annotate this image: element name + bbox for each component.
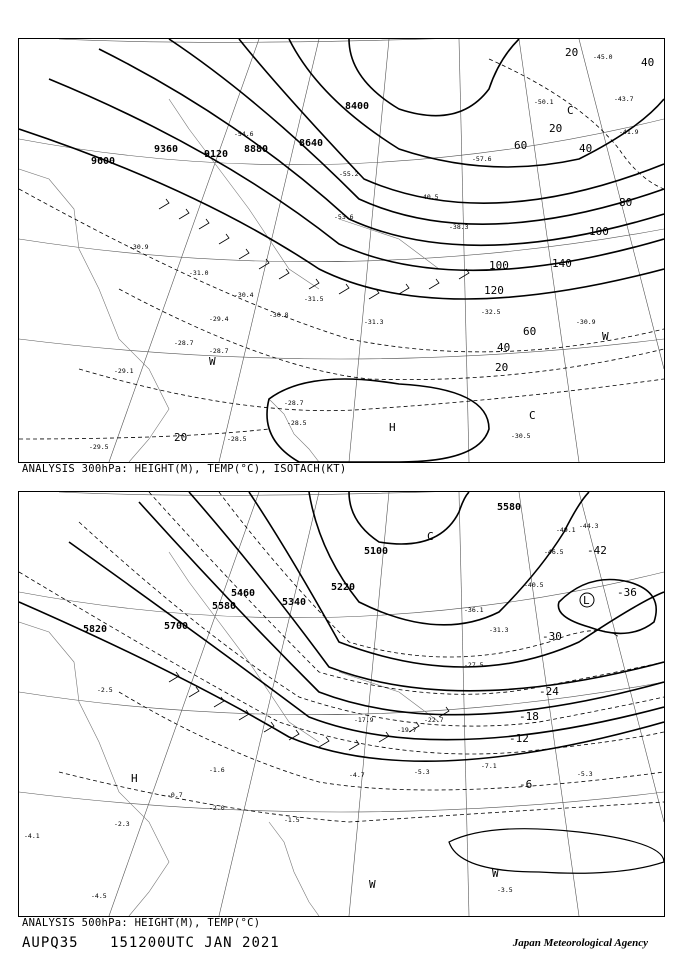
height-label: 5580	[212, 601, 237, 612]
temp-value: -4.5	[91, 892, 107, 900]
temp-value: -0.7	[167, 791, 183, 799]
height-label: 8880	[244, 144, 269, 155]
temp-value: -30.9	[576, 318, 596, 326]
height-label: 5700	[164, 621, 189, 632]
temp-value: -44.3	[579, 522, 599, 530]
wind-barbs	[159, 199, 469, 299]
height-label: 5820	[83, 624, 108, 635]
temp-value: -19.7	[397, 726, 417, 734]
temp-value: -31.0	[189, 269, 209, 277]
temp-value: -17.9	[354, 716, 374, 724]
map-500hpa-canvas	[19, 492, 664, 916]
temp-value: -1.6	[209, 766, 225, 774]
temp-value: -40.5	[419, 193, 439, 201]
map-300hpa-canvas	[19, 39, 664, 462]
cold-center-symbol: C	[427, 530, 434, 543]
height-label: 8640	[299, 138, 324, 149]
panel-caption-500hpa: ANALYSIS 500hPa: HEIGHT(M), TEMP(°C)	[22, 917, 261, 929]
isotherm-label: -30	[542, 630, 562, 643]
high-center-symbol: H	[131, 772, 138, 785]
isotherm-label: -24	[539, 685, 559, 698]
isotach-label: 100	[489, 259, 509, 272]
temp-value: -3.5	[497, 886, 513, 894]
temp-value: -55.2	[339, 170, 359, 178]
temp-value: -54.6	[234, 130, 254, 138]
high-center-symbol: H	[389, 421, 396, 434]
temp-value: -29.4	[209, 315, 229, 323]
height-label: 5580	[497, 502, 522, 513]
coastline-taiwan	[269, 822, 319, 916]
temperature-values	[89, 53, 639, 451]
isotherm-label: -6	[519, 778, 533, 791]
temp-value: -40.5	[524, 581, 544, 589]
coastline-taiwan	[269, 399, 319, 462]
height-label: 9360	[154, 144, 179, 155]
temp-value: -41.9	[619, 128, 639, 136]
isotherm-label: -36	[617, 586, 637, 599]
warm-pool-contour	[449, 829, 664, 874]
isotach-label: 20	[549, 122, 563, 135]
isotach-label: 80	[619, 196, 633, 209]
coastline-asia	[19, 622, 169, 916]
warm-center-symbol: W	[369, 878, 376, 891]
isotach-label: 40	[641, 56, 655, 69]
chart-identifier	[22, 935, 302, 951]
temp-value: -4.1	[24, 832, 40, 840]
temp-value: -28.7	[174, 339, 194, 347]
height-label: 8400	[345, 101, 370, 112]
isotach-label: 20	[495, 361, 509, 374]
temp-value: -32.5	[481, 308, 501, 316]
height-labels	[83, 502, 521, 635]
height-contour	[349, 39, 519, 116]
latitude-line	[19, 119, 664, 165]
height-contour	[349, 492, 469, 544]
chart-code: AUPQ35	[22, 935, 79, 951]
latitude-line	[19, 792, 664, 812]
height-contour	[69, 542, 664, 740]
height-label: 5340	[282, 597, 307, 608]
temp-value: -28.7	[284, 399, 304, 407]
temp-value: -5.3	[414, 768, 430, 776]
temp-value: -50.1	[534, 98, 554, 106]
temp-value: -31.5	[304, 295, 324, 303]
map-panel-300hpa	[18, 38, 665, 463]
temp-value: -2.5	[97, 686, 113, 694]
temp-value: -22.7	[424, 716, 444, 724]
temp-value: -31.3	[489, 626, 509, 634]
temp-value: -5.3	[577, 770, 593, 778]
height-labels	[91, 101, 369, 167]
height-label: 5460	[231, 588, 256, 599]
latitude-line	[59, 39, 664, 42]
cold-center-symbol: C	[567, 104, 574, 117]
isotach-label: 60	[514, 139, 528, 152]
coastline	[19, 99, 439, 462]
isotach-label: 40	[497, 341, 511, 354]
temp-value: -1.5	[284, 816, 300, 824]
height-label: 5220	[331, 582, 356, 593]
temp-value: -29.1	[114, 367, 134, 375]
temp-value: -27.5	[464, 661, 484, 669]
temp-value: -2.3	[114, 820, 130, 828]
temp-value: -28.5	[287, 419, 307, 427]
isotach-label: 60	[523, 325, 537, 338]
agency-credit: Japan Meteorological Agency	[512, 937, 648, 949]
temp-value: -38.3	[449, 223, 469, 231]
temp-value: -30.8	[269, 311, 289, 319]
temp-value: -2.0	[209, 804, 225, 812]
height-label: 5100	[364, 546, 389, 557]
low-center-symbol: L	[583, 594, 590, 607]
temp-value: -29.5	[89, 443, 109, 451]
longitude-line	[219, 492, 319, 916]
isotherm-label: -18	[519, 710, 539, 723]
longitude-line	[109, 492, 259, 916]
temp-value: -53.6	[334, 213, 354, 221]
height-contour	[309, 492, 589, 625]
isotherm-contours	[19, 492, 664, 822]
isotach-label: 100	[589, 225, 609, 238]
low-pressure-contour	[558, 580, 656, 634]
valid-time: 151200UTC JAN 2021	[110, 935, 280, 951]
map-panel-500hpa	[18, 491, 665, 917]
isotach-label: 40	[579, 142, 593, 155]
wind-barb-group	[159, 199, 469, 299]
height-label: 9600	[91, 156, 116, 167]
isotherm-contour	[59, 772, 664, 822]
temp-value: -7.1	[481, 762, 497, 770]
temp-value: -43.7	[614, 95, 634, 103]
panel-caption-300hpa: ANALYSIS 300hPa: HEIGHT(M), TEMP(°C), ISOTACH(KT)	[22, 463, 347, 475]
latitude-line	[19, 339, 664, 359]
isotach-label: 140	[552, 257, 572, 270]
temp-value: -36.1	[464, 606, 484, 614]
temp-value: -49.1	[556, 526, 576, 534]
isotach-contour	[119, 289, 664, 380]
temp-value: -57.6	[472, 155, 492, 163]
graticule	[19, 39, 664, 462]
longitude-line	[459, 492, 469, 916]
temp-value: -4.7	[349, 771, 365, 779]
cold-center-symbol: C	[529, 409, 536, 422]
temp-value: -31.3	[364, 318, 384, 326]
temp-value: -30.4	[234, 291, 254, 299]
isotach-label: 20	[174, 431, 188, 444]
warm-center-symbol: W	[492, 867, 499, 880]
temp-value: -28.5	[227, 435, 247, 443]
isotach-label: 120	[484, 284, 504, 297]
temp-value: -45.0	[593, 53, 613, 61]
isotherm-label: -42	[587, 544, 607, 557]
coastline-asia	[19, 169, 169, 462]
temp-value: -28.7	[209, 347, 229, 355]
isotach-labels	[174, 46, 654, 444]
warm-center-symbol: W	[602, 330, 609, 343]
isotherm-label: -12	[509, 732, 529, 745]
temp-value: -46.5	[544, 548, 564, 556]
isotach-label: 20	[565, 46, 579, 59]
temp-value: -30.9	[129, 243, 149, 251]
temp-value: -30.5	[511, 432, 531, 440]
warm-center-symbol: W	[209, 355, 216, 368]
height-label: 9120	[204, 149, 229, 160]
